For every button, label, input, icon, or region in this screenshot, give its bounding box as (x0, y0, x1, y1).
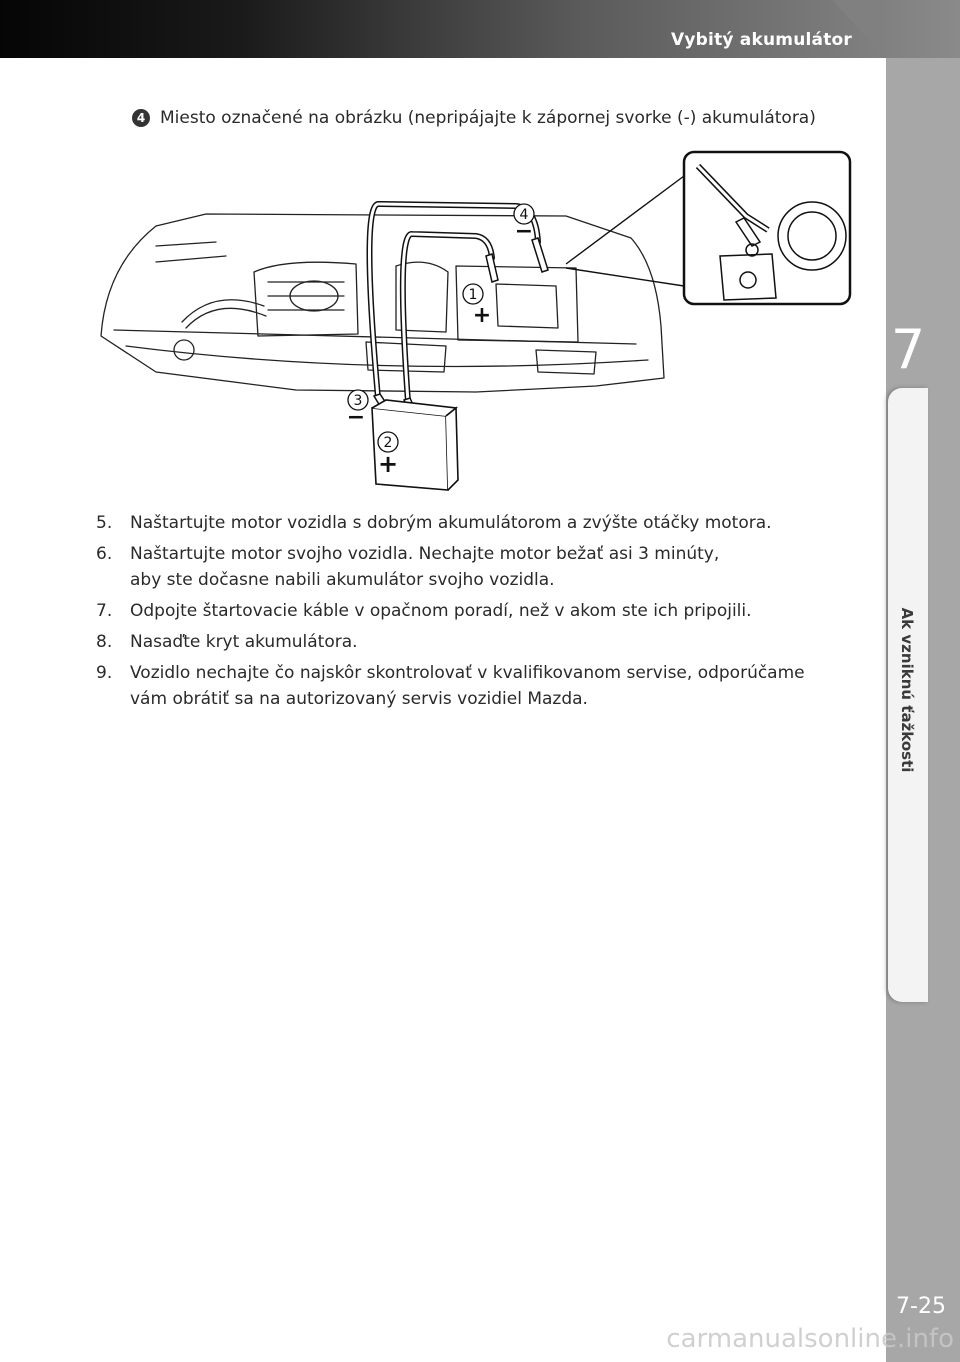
section-title: Vybitý akumulátor (671, 30, 852, 50)
page-number: 7-25 (896, 1294, 946, 1319)
sign-plus-2: + (377, 450, 399, 478)
callout-3: 3 (353, 393, 363, 409)
callout-1: 1 (468, 287, 478, 303)
step-7: 7. Odpojte štartovacie káble v opačnom poradí, než v akom ste ich pripojili. (96, 601, 752, 621)
figure-caption (132, 108, 816, 128)
chapter-label: Ak vzniknú ťažkosti (898, 607, 916, 773)
chapter-number: 7 (890, 318, 926, 381)
callout-4: 4 (519, 207, 529, 223)
sign-minus-4: − (514, 219, 534, 244)
step-list (96, 510, 856, 717)
step-9: 9. Vozidlo nechajte čo najskôr skontrolovať v kvalifikovanom servise, odporúčame vám obrátiť sa na autorizovaný servis vozidiel Mazda. (96, 663, 805, 709)
sign-plus-1: + (472, 303, 492, 328)
step-8: 8. Nasaďte kryt akumulátora. (96, 632, 358, 652)
engine-bay-illustration (96, 146, 854, 498)
sign-minus-3: − (346, 405, 366, 430)
caption-text: Miesto označené na obrázku (nepripájajte k zápornej svorke (-) akumulátora) (160, 108, 816, 128)
step-5: 5. Naštartujte motor vozidla s dobrým akumulátorom a zvýšte otáčky motora. (96, 513, 772, 533)
step-6: 6. Naštartujte motor svojho vozidla. Nechajte motor bežať asi 3 minúty, aby ste dočasne nabili akumulátor svojho vozidla. (96, 544, 720, 590)
watermark: carmanualsonline.info (666, 1324, 954, 1354)
callout-4-marker: 4 (132, 109, 150, 127)
callout-2: 2 (383, 435, 393, 451)
